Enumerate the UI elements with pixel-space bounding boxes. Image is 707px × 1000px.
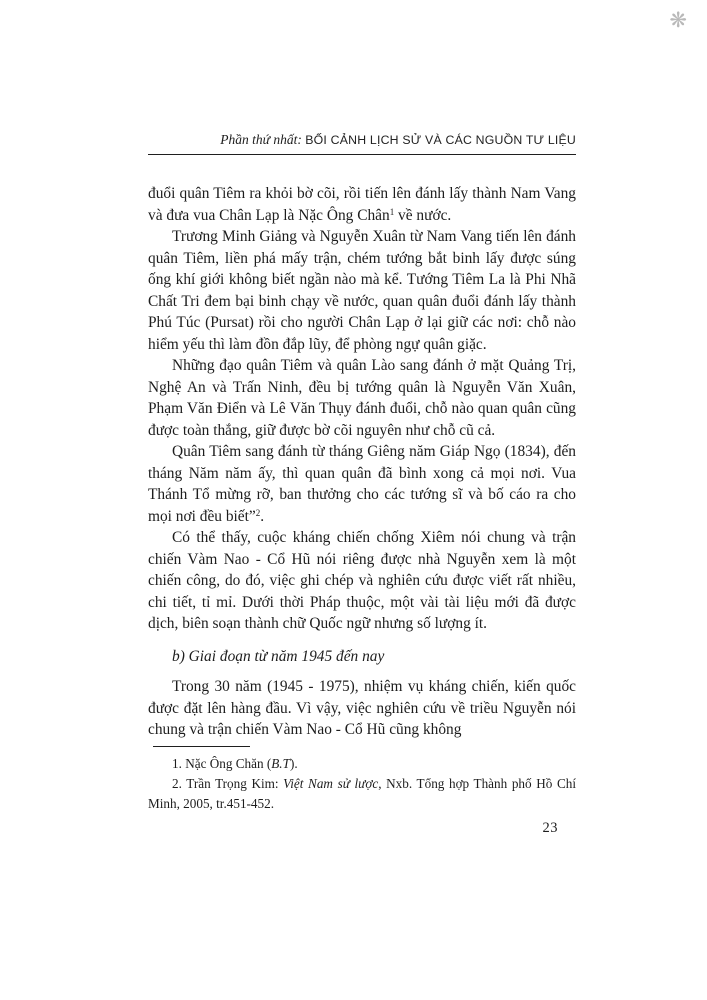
footnote-2-italic: Việt Nam sử lược [283, 776, 379, 791]
footnote-1 [148, 754, 576, 774]
paragraph-2: Trương Minh Giảng và Nguyễn Xuân từ Nam Vang tiến lên đánh quân Tiêm, liền phá mấy trận, chém tướng bắt binh lấy được súng ống khí giới không biết ngần nào mà kể. Tướng Tiêm La là Phi Nhã Chất Tri đem bại binh chạy về nước, quan quân đuổi đánh lấy thành Phú Túc (Pursat) rồi cho người Chân Lạp ở lại giữ các nơi: chỗ nào hiểm yếu thì làm đồn đắp lũy, để phòng ngự quân giặc. [148, 228, 576, 353]
footnote-2-text: 2. Trần Trọng Kim: [172, 776, 284, 791]
footnote-ref-2: 2 [255, 507, 261, 518]
footnote-separator-rule [153, 746, 250, 747]
paragraph-3: Những đạo quân Tiêm và quân Lào sang đánh ở mặt Quảng Trị, Nghệ An và Trấn Ninh, đều bị tướng quân là Nguyễn Văn Xuân, Phạm Văn Điển và Lê Văn Thụy đánh đuổi, chỗ nào quan quân cũng được toàn thắng, giữ được bờ cõi nguyên như chỗ cũ cả. [148, 357, 576, 439]
paragraph-1-text-end: về nước. [394, 206, 452, 224]
paragraph-4-text-end: . [260, 507, 265, 525]
footnote-1-text-end: ). [289, 756, 298, 771]
page-number-value: 23 [542, 820, 558, 836]
page-content [148, 0, 576, 741]
body-text [148, 183, 576, 741]
paragraph-5: Có thể thấy, cuộc kháng chiến chống Xiêm nói chung và trận chiến Vàm Nao - Cổ Hũ nói riêng được nhà Nguyễn xem là một chiến công, do đó, việc ghi chép và nghiên cứu được viết rất nhiều, chi tiết, tỉ mỉ. Dưới thời Pháp thuộc, một vài tài liệu mới đã được dịch, biên soạn thành chữ Quốc ngữ nhưng số lượng ít. [148, 529, 576, 632]
footnote-1-italic: B.T [271, 756, 290, 771]
footnote-2 [148, 774, 576, 814]
subheading-b: b) Giai đoạn từ năm 1945 đến nay [172, 647, 385, 665]
paragraph-4 [148, 441, 576, 527]
page-number [148, 820, 576, 837]
running-head-section-label: Phần thứ nhất: [220, 132, 306, 147]
footnote-ref-1: 1 [389, 206, 395, 217]
running-head-rule [148, 154, 576, 155]
paragraph-1 [148, 183, 576, 226]
paragraph-6: Trong 30 năm (1945 - 1975), nhiệm vụ kháng chiến, kiến quốc được đặt lên hàng đầu. Vì vậy, việc nghiên cứu về triều Nguyễn nói chung và trận chiến Vàm Nao - Cổ Hũ cũng không [148, 678, 576, 738]
floral-ornament-icon: ❋ [669, 8, 687, 32]
running-head [148, 131, 576, 149]
footnote-2-text-end: , Nxb. Tổng hợp Thành phố Hồ Chí Minh, 2005, tr.451-452. [148, 776, 576, 811]
running-head-section-title: BỐI CẢNH LỊCH SỬ VÀ CÁC NGUỒN TƯ LIỆU [305, 133, 576, 147]
footnote-1-text: 1. Nặc Ông Chăn ( [172, 756, 272, 771]
footnotes [148, 746, 576, 814]
paragraph-1-text: đuổi quân Tiêm ra khỏi bờ cõi, rồi tiến lên đánh lấy thành Nam Vang và đưa vua Chân Lạp là Nặc Ông Chân [148, 185, 576, 224]
paragraph-4-text: Quân Tiêm sang đánh từ tháng Giêng năm Giáp Ngọ (1834), đến tháng Năm năm ấy, thì quan quân đã bình xong cả mọi nơi. Vua Thánh Tổ mừng rỡ, ban thưởng cho các tướng sĩ và bố cáo ra cho mọi nơi đều biết” [148, 443, 576, 525]
